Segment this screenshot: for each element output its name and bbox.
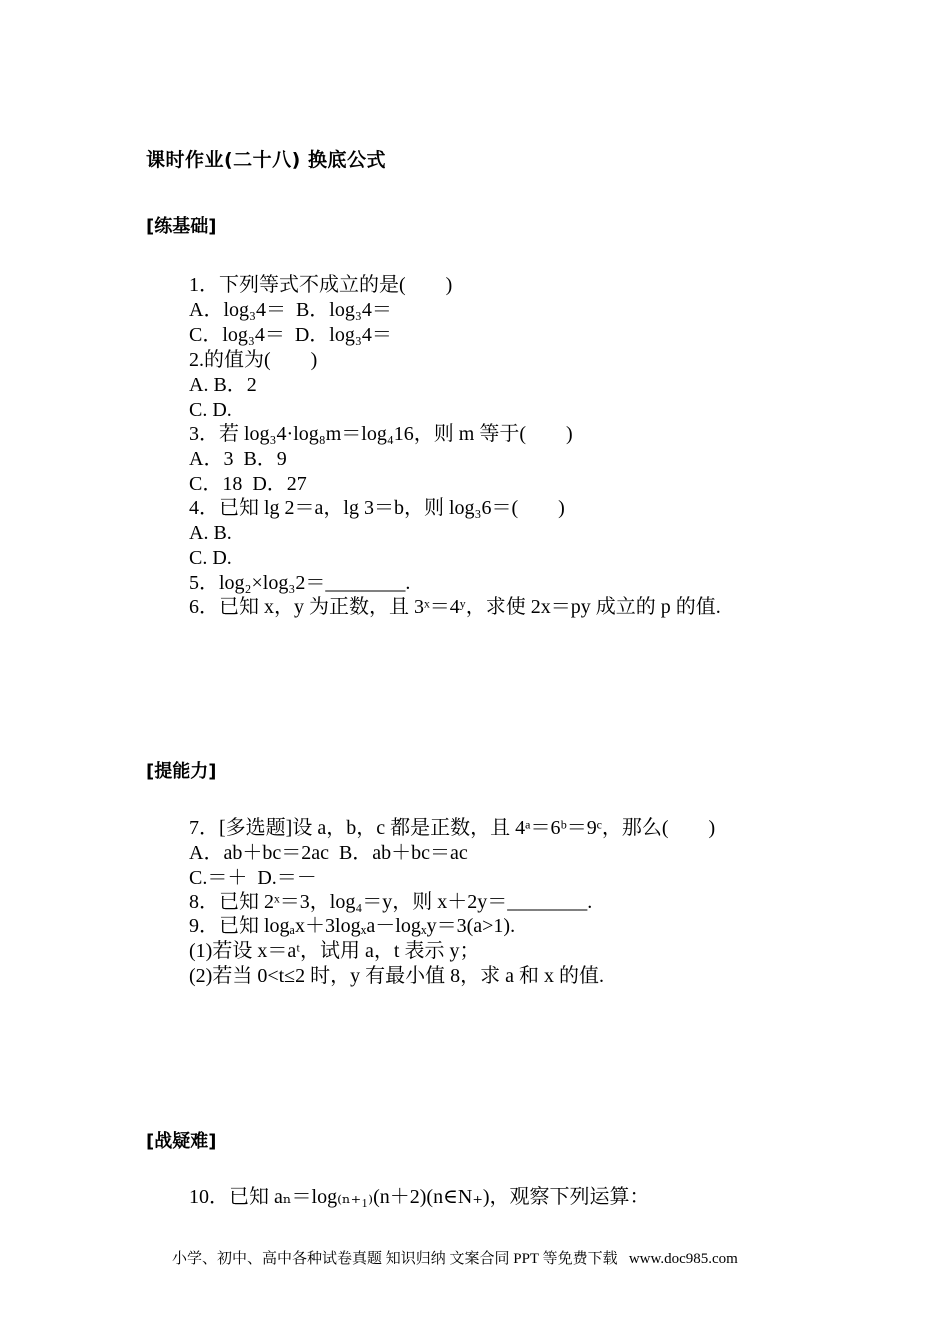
ability-line-7: (2)若当 0<t≤2 时，y 有最小值 8，求 a 和 x 的值.	[189, 965, 605, 987]
basic-line-4: 2.的值为( )	[189, 349, 318, 371]
page-footer: 小学、初中、高中各种试卷真题 知识归纳 文案合同 PPT 等免费下载 www.doc985.com	[172, 1251, 738, 1267]
basic-line-3: C．log₃4＝ D．log₃4＝	[189, 324, 392, 346]
section-heading-ability: [提能力]	[146, 761, 217, 782]
ability-line-4: 8．已知 2ˣ＝3，log₄＝y，则 x＋2y＝________.	[189, 891, 593, 913]
basic-line-12: C. D.	[189, 547, 232, 569]
page-title: 课时作业(二十八) 换底公式	[146, 149, 386, 171]
ability-line-1: 7．[多选题]设 a，b，c 都是正数，且 4ᵃ＝6ᵇ＝9ᶜ，那么( )	[189, 817, 716, 839]
basic-line-13: 5．log₂×log₃2＝________.	[189, 572, 411, 594]
basic-line-6: C. D.	[189, 399, 232, 421]
ability-line-5: 9．已知 logₐx＋3logₓa－logₓy＝3(a>1).	[189, 915, 516, 937]
basic-line-7: 3．若 log₃4·log₈m＝log₄16，则 m 等于( )	[189, 423, 573, 445]
ability-line-3: C.＝＋ D.＝－	[189, 867, 317, 889]
basic-line-11: A. B.	[189, 522, 232, 544]
basic-line-2: A．log₃4＝ B．log₃4＝	[189, 299, 392, 321]
ability-line-2: A．ab＋bc＝2ac B．ab＋bc＝ac	[189, 842, 468, 864]
section-heading-challenge: [战疑难]	[146, 1131, 217, 1152]
basic-line-10: 4．已知 lg 2＝a，lg 3＝b，则 log₃6＝( )	[189, 497, 565, 519]
basic-line-1: 1．下列等式不成立的是( )	[189, 274, 453, 296]
basic-line-5: A. B．2	[189, 374, 257, 396]
challenge-line-1: 10．已知 aₙ＝log₍ₙ₊₁₎(n＋2)(n∈N₊)，观察下列运算：	[189, 1186, 650, 1208]
section-heading-basic: [练基础]	[146, 216, 217, 237]
basic-line-8: A．3 B．9	[189, 448, 287, 470]
ability-line-6: (1)若设 x＝aᵗ，试用 a，t 表示 y；	[189, 940, 480, 962]
basic-line-14: 6．已知 x，y 为正数，且 3ˣ＝4ʸ，求使 2x＝py 成立的 p 的值.	[189, 596, 721, 618]
basic-line-9: C．18 D．27	[189, 473, 307, 495]
